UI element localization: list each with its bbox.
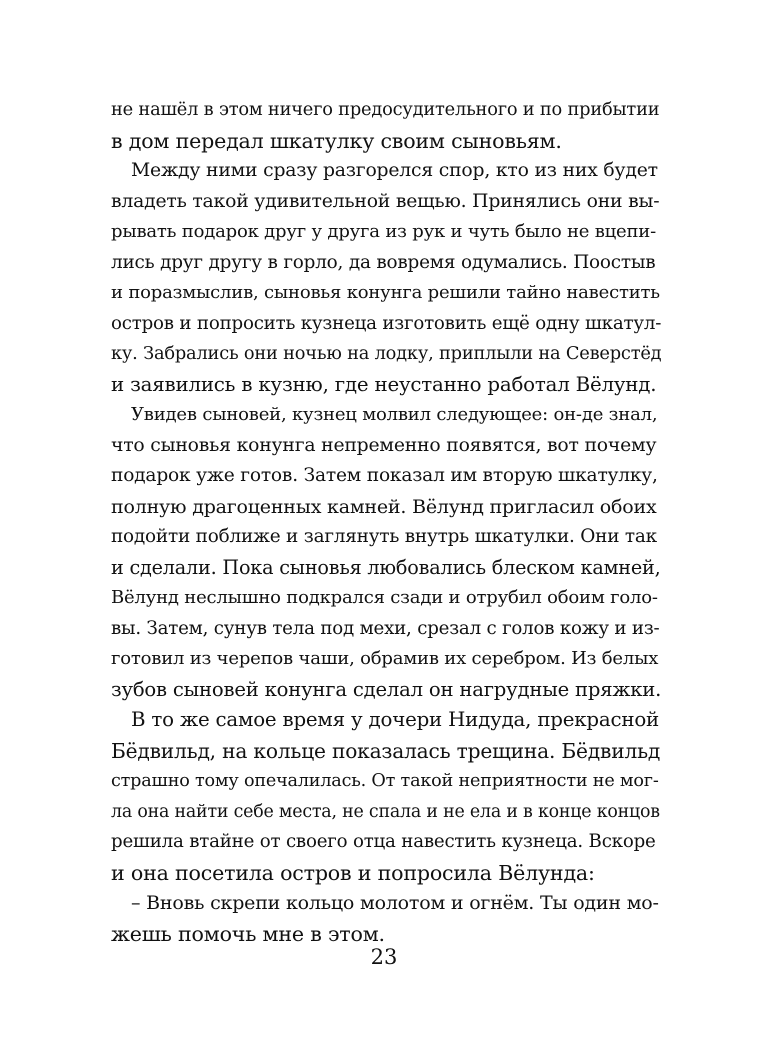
- page-number: 23: [370, 945, 398, 969]
- text-line: ла она найти себе места, не спала и не ела и в конце концов: [111, 801, 660, 822]
- text-line: полную драгоценных камней. Вёлунд пригласил обоих: [111, 495, 657, 518]
- text-line: что сыновья конунга непременно появятся, вот почему: [111, 434, 657, 456]
- text-line: – Вновь скрепи кольцо молотом и огнём. Ты один мо-: [131, 892, 659, 914]
- text-line: Вёлунд неслышно подкрался сзади и отрубил обоим голо-: [111, 587, 658, 608]
- text-line: и она посетила остров и попросила Вёлунда:: [111, 860, 595, 885]
- text-line: жешь помочь мне в этом.: [111, 921, 385, 946]
- text-line: вы. Затем, сунув тела под мехи, срезал с голов кожу и из-: [111, 617, 660, 639]
- text-line: страшно тому опечалилась. От такой неприятности не мог-: [111, 771, 659, 791]
- text-line: и сделали. Пока сыновья любовались блеском камней,: [111, 555, 661, 579]
- text-line: остров и попросить кузнеца изготовить ещё одну шкатул-: [111, 312, 662, 334]
- text-line: лись друг другу в горло, да вовремя одумались. Поостыв: [111, 251, 656, 273]
- text-line: зубов сыновей конунга сделал он нагрудные пряжки.: [111, 677, 662, 701]
- text-line: В то же самое время у дочери Нидуда, прекрасной: [131, 708, 660, 731]
- text-line: готовил из черепов чаши, обрамив их серебром. Из белых: [111, 648, 659, 669]
- text-line: ку. Забрались они ночью на лодку, приплыли на Северстёд: [111, 343, 662, 364]
- body-text: [111, 95, 661, 949]
- text-line: Увидев сыновей, кузнец молвил следующее: он-де знал,: [131, 404, 658, 425]
- text-line: владеть такой удивительной вещью. Принялись они вы-: [111, 190, 660, 212]
- text-line: не нашёл в этом ничего предосудительного и по прибытии: [111, 99, 660, 120]
- text-line: рывать подарок друг у друга из рук и чуть было не вцепи-: [111, 221, 656, 242]
- text-line: и поразмыслив, сыновья конунга решили тайно навестить: [111, 282, 660, 303]
- text-line: подойти поближе и заглянуть внутрь шкатулки. Они так: [111, 526, 657, 547]
- text-line: Бёдвильд, на кольце показалась трещина. Бёдвильд: [111, 738, 661, 763]
- text-line: подарок уже готов. Затем показал им вторую шкатулку,: [111, 465, 658, 486]
- text-line: решила втайне от своего отца навестить кузнеца. Вскоре: [111, 831, 656, 852]
- text-line: и заявились в кузню, где неустанно работал Вёлунд.: [111, 372, 657, 396]
- text-line: Между ними сразу разгорелся спор, кто из них будет: [131, 160, 658, 181]
- text-line: в дом передал шкатулку своим сыновьям.: [111, 128, 562, 153]
